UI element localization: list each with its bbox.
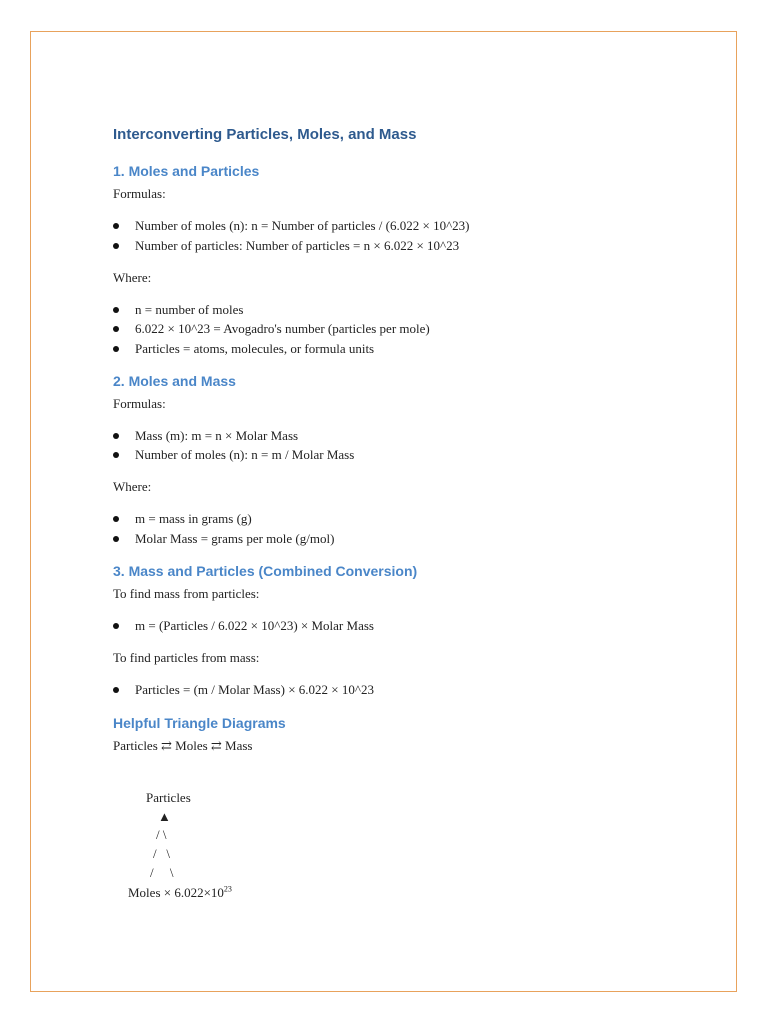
conversion-flow: Particles ⇄ Moles ⇄ Mass <box>113 738 253 753</box>
document-title: Interconverting Particles, Moles, and Mass <box>113 126 417 143</box>
formulas-label: Formulas: <box>113 396 166 411</box>
bullet-icon <box>113 326 119 332</box>
diagram-line: / \ <box>153 846 170 861</box>
exponent: 23 <box>223 884 232 894</box>
bullet-icon <box>113 223 119 229</box>
section-heading-moles-mass: 2. Moles and Mass <box>113 373 236 389</box>
bullet-icon <box>113 433 119 439</box>
diagram-top-label: Particles <box>146 790 191 805</box>
bullet-icon <box>113 536 119 542</box>
bullet-icon <box>113 623 119 629</box>
intro-particles-from-mass: To find particles from mass: <box>113 650 260 665</box>
intro-mass-from-particles: To find mass from particles: <box>113 586 260 601</box>
bullet-icon <box>113 243 119 249</box>
up-arrow-icon: ▲ <box>158 809 171 824</box>
bullet-icon <box>113 516 119 522</box>
diagram-line: / \ <box>150 865 174 880</box>
bullet-icon <box>113 452 119 458</box>
bullet-icon <box>113 307 119 313</box>
bullet-icon <box>113 687 119 693</box>
where-label: Where: <box>113 479 152 494</box>
formulas-label: Formulas: <box>113 186 166 201</box>
section-heading-moles-particles: 1. Moles and Particles <box>113 163 260 179</box>
diagram-bottom-label: Moles × $6.022\times 10^{23}$ <box>128 884 232 900</box>
section-heading-mass-particles: 3. Mass and Particles (Combined Conversion) <box>113 563 418 579</box>
where-label: Where: <box>113 270 152 285</box>
section-heading-triangle-diagrams: Helpful Triangle Diagrams <box>113 715 286 731</box>
diagram-line: / \ <box>156 827 167 842</box>
bullet-icon <box>113 346 119 352</box>
